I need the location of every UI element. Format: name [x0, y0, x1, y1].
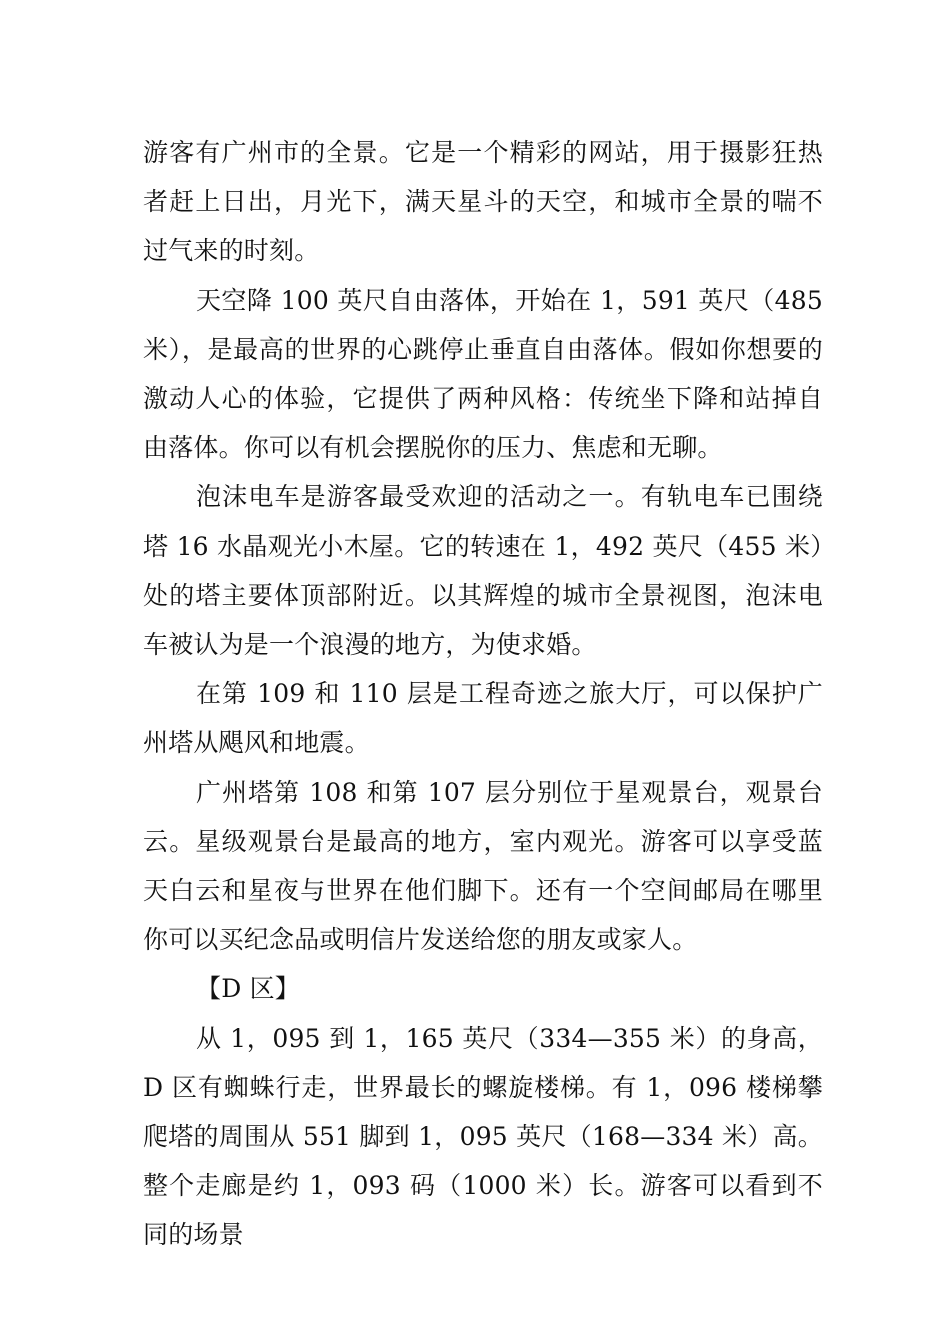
paragraph-panorama-continuation: 游客有广州市的全景。它是一个精彩的网站，用于摄影狂热者赶上日出，月光下，满天星斗的天空，和城市全景的喘不过气来的时刻。	[143, 138, 823, 266]
paragraph-engineering-hall: 在第 109 和 110 层是工程奇迹之旅大厅，可以保护广州塔从飓风和地震。	[143, 679, 823, 758]
paragraph-sky-drop: 天空降 100 英尺自由落体，开始在 1，591 英尺（485 米），是最高的世界的心跳停止垂直自由落体。假如你想要的激动人心的体验，它提供了两种风格：传统坐下降和站掉自由落体。你可以有机会摆脱你的压力、焦虑和无聊。	[143, 285, 823, 463]
paragraph-bubble-tram: 泡沫电车是游客最受欢迎的活动之一。有轨电车已围绕塔 16 水晶观光小木屋。它的转速在 1，492 英尺（455 米）处的塔主要体顶部附近。以其辉煌的城市全景视图，泡沫电车被认为是一个浪漫的地方，为使求婚。	[143, 482, 823, 660]
document-body	[143, 128, 823, 1260]
paragraph-observation-decks: 广州塔第 108 和第 107 层分别位于星观景台，观景台云。星级观景台是最高的地方，室内观光。游客可以享受蓝天白云和星夜与世界在他们脚下。还有一个空间邮局在哪里你可以买纪念品或明信片发送给您的朋友或家人。	[143, 777, 823, 955]
section-heading-zone-d: 【D 区】	[196, 974, 300, 1004]
paragraph-spider-walk: 从 1，095 到 1，165 英尺（334—355 米）的身高，D 区有蜘蛛行走，世界最长的螺旋楼梯。有 1，096 楼梯攀爬塔的周围从 551 脚到 1，095 英尺（168—334 米）高。整个走廊是约 1，093 码（1000 米）长。游客可以看到不同的场景	[143, 1023, 823, 1250]
